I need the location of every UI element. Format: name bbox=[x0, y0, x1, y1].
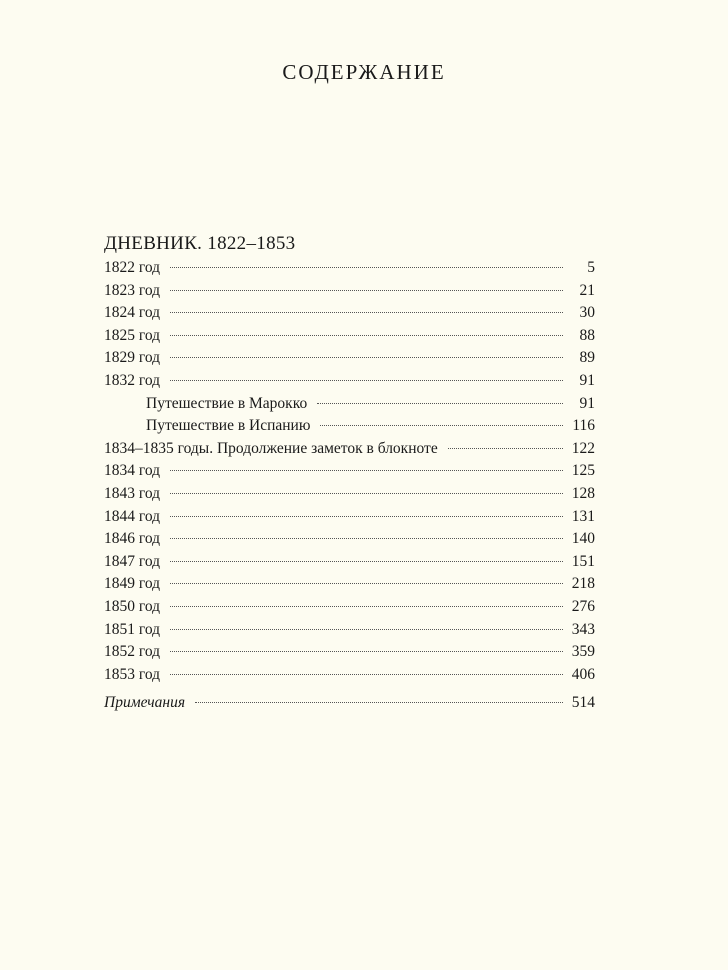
toc-subentry-spain[interactable] bbox=[104, 417, 595, 440]
toc-entry-1844[interactable] bbox=[104, 508, 595, 531]
toc-entry-page: 140 bbox=[571, 530, 595, 548]
dot-leader bbox=[170, 493, 563, 494]
toc-entry-1850[interactable] bbox=[104, 598, 595, 621]
page-title: СОДЕРЖАНИЕ bbox=[282, 60, 446, 84]
dot-leader bbox=[448, 448, 563, 449]
dot-leader bbox=[170, 651, 563, 652]
toc-entry-page: 151 bbox=[571, 552, 595, 570]
toc-entry-1834[interactable] bbox=[104, 462, 595, 485]
dot-leader bbox=[170, 674, 563, 675]
dot-leader bbox=[320, 425, 563, 426]
toc-entry-label: Путешествие в Марокко bbox=[146, 394, 308, 412]
toc-entry-page: 91 bbox=[579, 394, 595, 412]
toc-entry-page: 131 bbox=[571, 507, 595, 525]
toc-subentry-morocco[interactable] bbox=[104, 395, 595, 418]
dot-leader bbox=[170, 380, 563, 381]
toc-entry-page: 359 bbox=[571, 643, 595, 661]
dot-leader bbox=[170, 516, 563, 517]
dot-leader bbox=[170, 583, 563, 584]
toc-entry-label: Примечания bbox=[104, 694, 186, 712]
toc-entry-1852[interactable] bbox=[104, 643, 595, 666]
dot-leader bbox=[170, 629, 563, 630]
toc-entry-page: 21 bbox=[579, 281, 595, 299]
dot-leader bbox=[170, 267, 563, 268]
toc-entry-notes[interactable] bbox=[104, 694, 595, 717]
dot-leader bbox=[170, 561, 563, 562]
toc-entry-label: 1849 год bbox=[104, 575, 161, 593]
toc-entry-page: 5 bbox=[587, 259, 595, 276]
toc-entry-label: 1846 год bbox=[104, 530, 161, 548]
toc-entry-1829[interactable] bbox=[104, 349, 595, 372]
toc-entry-label: 1824 год bbox=[104, 304, 161, 322]
toc-entry-1832[interactable] bbox=[104, 372, 595, 395]
dot-leader bbox=[317, 403, 563, 404]
dot-leader bbox=[170, 470, 563, 471]
toc-entry-label: Путешествие в Испанию bbox=[146, 417, 311, 435]
dot-leader bbox=[170, 290, 563, 291]
toc-entry-1825[interactable] bbox=[104, 327, 595, 350]
toc-entry-label: 1825 год bbox=[104, 326, 161, 344]
toc-entry-1846[interactable] bbox=[104, 530, 595, 553]
toc-entry-label: 1832 год bbox=[104, 371, 161, 389]
table-of-contents bbox=[104, 259, 595, 717]
toc-entry-page: 30 bbox=[579, 304, 595, 322]
toc-entry-page: 343 bbox=[571, 620, 595, 638]
toc-entry-page: 125 bbox=[571, 462, 595, 480]
toc-entry-page: 122 bbox=[571, 439, 595, 457]
toc-entry-page: 116 bbox=[572, 417, 595, 435]
toc-entry-label: 1851 год bbox=[104, 620, 161, 638]
toc-entry-label: 1823 год bbox=[104, 281, 161, 299]
toc-entry-1834-1835[interactable] bbox=[104, 440, 595, 463]
toc-entry-page: 514 bbox=[571, 694, 595, 712]
dot-leader bbox=[170, 335, 563, 336]
section-heading: ДНЕВНИК. 1822–1853 bbox=[104, 233, 296, 254]
toc-entry-label: 1834 год bbox=[104, 462, 161, 480]
toc-entry-label: 1822 год bbox=[104, 259, 161, 276]
toc-entry-page: 89 bbox=[579, 349, 595, 367]
toc-entry-label: 1834–1835 годы. Продолжение заметок в блокноте bbox=[104, 439, 438, 457]
toc-entry-label: 1853 год bbox=[104, 665, 161, 683]
toc-entry-1822[interactable] bbox=[104, 259, 595, 282]
toc-entry-label: 1852 год bbox=[104, 643, 161, 661]
dot-leader bbox=[170, 357, 563, 358]
toc-entry-1851[interactable] bbox=[104, 621, 595, 644]
toc-entry-1847[interactable] bbox=[104, 553, 595, 576]
toc-entry-label: 1843 год bbox=[104, 484, 161, 502]
toc-entry-1843[interactable] bbox=[104, 485, 595, 508]
toc-entry-1824[interactable] bbox=[104, 304, 595, 327]
dot-leader bbox=[170, 606, 563, 607]
dot-leader bbox=[170, 312, 563, 313]
toc-entry-page: 276 bbox=[571, 597, 595, 615]
toc-entry-1849[interactable] bbox=[104, 575, 595, 598]
toc-entry-page: 406 bbox=[571, 665, 595, 683]
toc-entry-1823[interactable] bbox=[104, 282, 595, 305]
toc-entry-label: 1829 год bbox=[104, 349, 161, 367]
dot-leader bbox=[170, 538, 563, 539]
toc-entry-page: 88 bbox=[579, 326, 595, 344]
dot-leader bbox=[195, 702, 563, 703]
toc-entry-label: 1850 год bbox=[104, 597, 161, 615]
toc-entry-page: 128 bbox=[571, 484, 595, 502]
toc-entry-page: 91 bbox=[579, 371, 595, 389]
toc-entry-page: 218 bbox=[571, 575, 595, 593]
toc-entry-1853[interactable] bbox=[104, 666, 595, 689]
toc-entry-label: 1847 год bbox=[104, 552, 161, 570]
toc-entry-label: 1844 год bbox=[104, 507, 161, 525]
